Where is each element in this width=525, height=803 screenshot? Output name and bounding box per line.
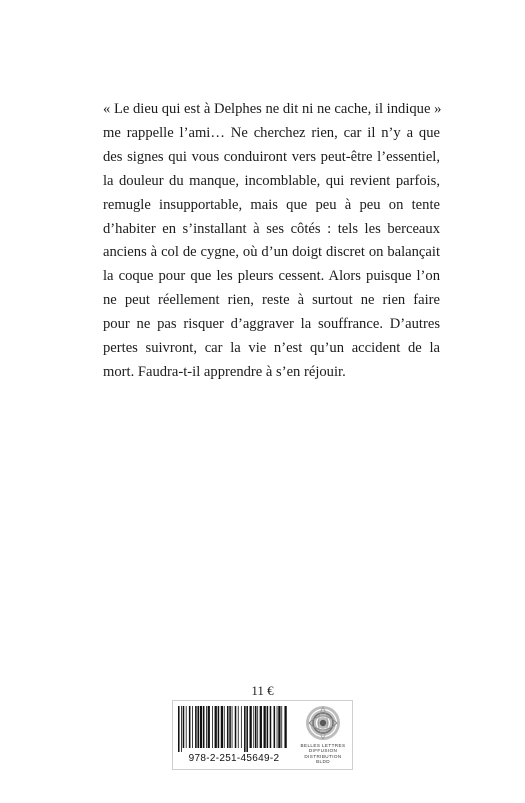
barcode-bar (235, 706, 237, 748)
barcode-bar (203, 706, 205, 748)
distributor-logo (297, 705, 349, 767)
barcode-block (172, 700, 353, 770)
barcode-bar (218, 706, 220, 748)
barcode-bar (212, 706, 213, 748)
blurb-line: anciens à col de cygne, où d’un doigt discret on balançait (103, 244, 440, 261)
barcode-bar (284, 706, 286, 748)
price-label: 11 € (251, 683, 274, 698)
isbn-barcode (177, 706, 291, 752)
distributor-text-line: DIFFUSION (308, 748, 338, 754)
barcode-bar (270, 706, 272, 748)
blurb-line: pour ne pas risquer d’aggraver la souffrance. D’autres (103, 316, 440, 333)
barcode-bar (215, 706, 217, 748)
barcode-bar (200, 706, 202, 748)
barcode-bar (267, 706, 269, 748)
barcode-bar (224, 706, 225, 748)
barcode-bar (227, 706, 229, 748)
barcode-bar (181, 706, 182, 752)
isbn-number: 978-2-251-45649-2 (188, 753, 280, 764)
barcode-bar (232, 706, 233, 748)
barcode-bar (206, 706, 207, 748)
barcode-bar (260, 706, 262, 748)
distributor-text-line: BLDD (316, 759, 330, 765)
blurb-line: la coque pour que les pleurs cessent. Alors puisque l’on (103, 268, 440, 285)
barcode-bar (186, 706, 187, 748)
blurb-line: d’habiter en s’installant à ses côtés : tels les berceaux (103, 220, 440, 237)
barcode-bar (257, 706, 258, 748)
belles-lettres-emblem-icon (305, 705, 341, 741)
distributor-text-line: BELLES LETTRES (300, 743, 346, 748)
barcode-bar (264, 706, 266, 748)
barcode-bar (246, 706, 248, 752)
barcode-bar (244, 706, 246, 752)
barcode-bar (281, 706, 282, 748)
distributor-text-line: DISTRIBUTION (304, 753, 342, 759)
blurb-line: ne peut réellement rien, reste à surtout ne rien faire (103, 292, 440, 309)
blurb-line: remugle insupportable, mais que peu à peu on tente (103, 196, 440, 213)
barcode-bar (221, 706, 223, 748)
barcode-bar (241, 706, 242, 748)
barcode-bar (178, 706, 180, 752)
barcode-bar (278, 706, 280, 748)
barcode-bar (250, 706, 252, 748)
barcode-bar (238, 706, 239, 748)
blurb-line: des signes qui vous conduiront vers peut-être l’essentiel, (103, 148, 440, 165)
barcode-bar (197, 706, 199, 748)
barcode-bar (208, 706, 210, 748)
barcode-bar (277, 706, 278, 748)
distributor-name (297, 743, 349, 765)
barcode-bar (195, 706, 197, 748)
blurb-line: mort. Faudra-t-il apprendre à s’en réjouir. (103, 363, 346, 380)
barcode-bar (253, 706, 254, 748)
barcode-bar (192, 706, 193, 748)
barcode-bar (229, 706, 231, 748)
barcode-bar (255, 706, 257, 748)
blurb-line: pertes suivront, car la vie n’est qu’un accident de la (103, 340, 440, 357)
barcode-bar (183, 706, 185, 748)
blurb-line: me rappelle l’ami… Ne cherchez rien, car il n’y a que (103, 124, 440, 141)
barcode-bar (274, 706, 276, 748)
blurb-line: la douleur du manque, incomblable, qui revient parfois, (103, 172, 440, 189)
barcode-bar (189, 706, 191, 748)
back-cover-blurb (103, 98, 440, 385)
blurb-line: « Le dieu qui est à Delphes ne dit ni ne cache, il indique » (103, 101, 442, 117)
